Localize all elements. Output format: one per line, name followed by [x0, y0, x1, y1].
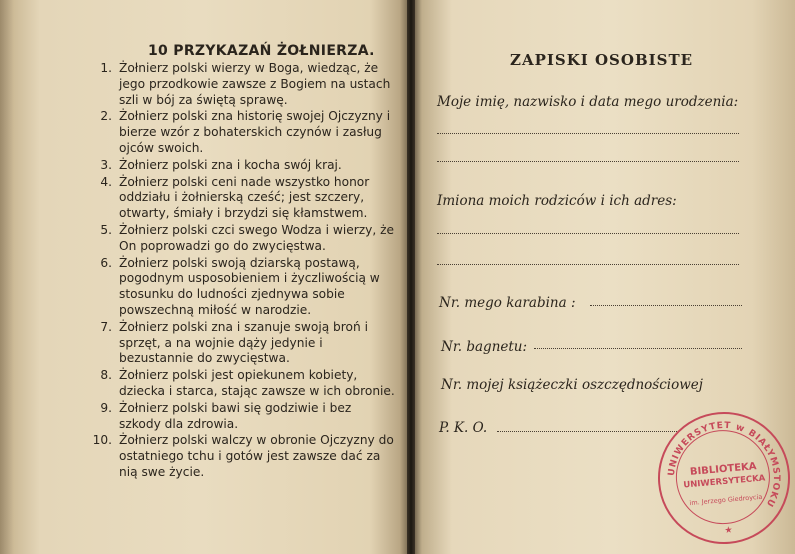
- stamp-ring-text: UNIWERSYTET w BIAŁYMSTOKU: [666, 420, 782, 509]
- commandment-number: 10.: [92, 433, 112, 448]
- name-line-1[interactable]: [437, 133, 739, 134]
- name-birthdate-label: Moje imię, nazwisko i data mego urodzenia:: [437, 94, 739, 110]
- bayonet-number-line[interactable]: [534, 348, 742, 349]
- commandment-number: 9.: [100, 400, 112, 415]
- rifle-number-label: Nr. mego karabina :: [439, 295, 576, 311]
- parents-line-2[interactable]: [437, 264, 739, 265]
- commandment-number: 8.: [100, 368, 112, 383]
- commandment-item: [84, 223, 396, 255]
- commandment-item: [84, 109, 396, 156]
- commandment-item: [84, 256, 396, 319]
- commandment-number: 4.: [100, 174, 112, 189]
- commandments-list: [84, 61, 396, 482]
- parents-label: Imiona moich rodziców i ich adres:: [437, 193, 677, 209]
- commandment-number: 7.: [100, 319, 112, 334]
- commandment-text: Żołnierz polski zna i szanuje swoją broń i sprzęt, a na wojnie dąży jedynie i bezustannie do zwycięstwa.: [119, 319, 368, 366]
- commandment-item: [84, 61, 396, 108]
- parents-line-1[interactable]: [437, 233, 739, 234]
- commandment-text: Żołnierz polski swoją dziarską postawą, pogodnym usposobieniem i życzliwością w stosunku do ludności zjednywa sobie powszechną miłość w narodzie.: [119, 255, 380, 317]
- commandment-text: Żołnierz polski bawi się godziwie i bez szkody dla zdrowia.: [119, 400, 352, 431]
- commandment-item: [84, 401, 396, 433]
- bayonet-number-label: Nr. bagnetu:: [441, 339, 528, 355]
- commandment-item: [84, 433, 396, 480]
- stamp-lettering: [655, 409, 794, 548]
- commandment-item: [84, 175, 396, 222]
- commandment-text: Żołnierz polski walczy w obronie Ojczyzny do ostatniego tchu i gotów jest zawsze dać za nią swe życie.: [119, 433, 394, 479]
- commandment-number: 2.: [100, 109, 112, 124]
- commandment-text: Żołnierz polski zna i kocha swój kraj.: [119, 157, 342, 172]
- library-stamp: [652, 406, 795, 549]
- commandment-text: Żołnierz polski ceni nade wszystko honor oddziału i żołnierską cześć; jest szczery, otwarty, śmiały i brzydzi się kłamstwem.: [119, 174, 370, 221]
- stamp-line-2: UNIWERSYTECKA: [682, 473, 766, 491]
- name-line-2[interactable]: [437, 161, 739, 162]
- stamp-line-1: BIBLIOTEKA: [689, 461, 757, 478]
- pko-line[interactable]: [497, 431, 677, 432]
- commandment-text: Żołnierz polski wierzy w Boga, wiedząc, że jego przodkowie zawsze z Bogiem na ustach szli w bój za świętą sprawę.: [119, 61, 391, 107]
- commandment-number: 6.: [100, 255, 112, 270]
- commandment-number: 5.: [100, 222, 112, 237]
- commandment-text: Żołnierz polski jest opiekunem kobiety, dziecka i starca, stając zawsze w ich obronie.: [119, 368, 395, 398]
- personal-notes-title: ZAPISKI OSOBISTE: [510, 51, 694, 69]
- commandment-item: [84, 368, 396, 400]
- commandment-item: [84, 158, 396, 174]
- rifle-number-line[interactable]: [590, 305, 742, 306]
- commandment-item: [84, 320, 396, 367]
- commandment-number: 3.: [100, 157, 112, 172]
- savings-book-label: Nr. mojej książeczki oszczędnościowej: [441, 377, 703, 393]
- stamp-star-icon: ★: [724, 525, 734, 537]
- pko-label: P. K. O.: [439, 420, 488, 436]
- commandment-number: 1.: [100, 61, 112, 75]
- commandment-text: Żołnierz polski zna historię swojej Ojczyzny i bierze wzór z bohaterskich czynów i zasług ojców swoich.: [119, 109, 391, 155]
- stamp-line-3: im. Jerzego Giedroycia: [689, 492, 763, 508]
- commandment-text: Żołnierz polski czci swego Wodza i wierzy, że On poprowadzi go do zwycięstwa.: [119, 222, 394, 253]
- commandments-heading: 10 PRZYKAZAŃ ŻOŁNIERZA.: [148, 43, 375, 59]
- book-spine: [407, 0, 415, 554]
